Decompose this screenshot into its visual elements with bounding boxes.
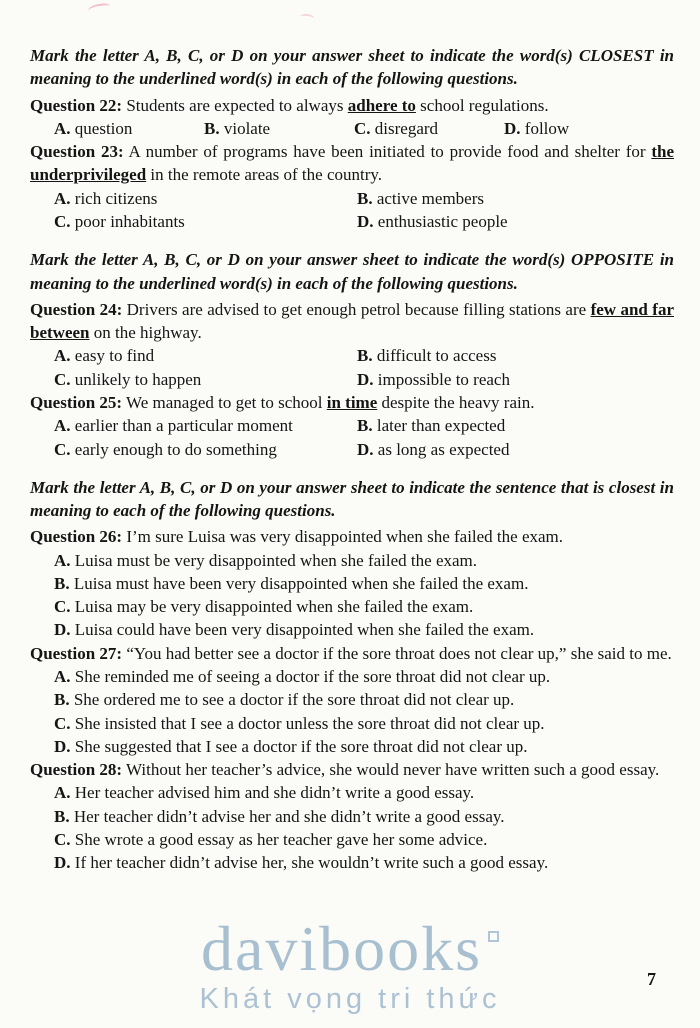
option-letter: D.	[54, 620, 71, 640]
option-letter: C.	[54, 830, 71, 849]
option-text: as long as expected	[377, 439, 510, 459]
watermark-brand	[0, 913, 700, 984]
option-a	[54, 187, 357, 210]
option-a	[54, 414, 357, 437]
option-letter: C.	[54, 713, 71, 733]
watermark	[0, 913, 700, 1016]
option-a	[54, 549, 674, 572]
test-page	[30, 44, 674, 875]
option-d	[54, 618, 674, 641]
question-text: Students are expected to always	[122, 95, 348, 115]
option-b	[357, 344, 674, 367]
question-22	[30, 94, 674, 117]
option-letter: C.	[54, 211, 71, 231]
underlined-phrase: the underprivileged	[30, 142, 674, 185]
question-text: I’m sure Luisa was very disappointed when she failed the exam.	[122, 527, 564, 547]
option-b	[204, 117, 354, 140]
question-label: Question 22:	[30, 95, 123, 115]
underlined-phrase: few and far between	[30, 299, 674, 343]
section-instruction: Mark the letter A, B, C, or D on your answer sheet to indicate the word(s) OPPOSITE in meaning to the underlined word(s) in each of the following questions.	[30, 250, 674, 293]
option-letter: B.	[54, 573, 70, 593]
question-label: Question 28:	[30, 760, 123, 780]
option-text: earlier than a particular moment	[74, 416, 293, 436]
option-letter: D.	[54, 736, 71, 756]
question-22-options	[54, 117, 674, 140]
option-letter: B.	[54, 690, 70, 710]
option-letter: A.	[54, 416, 71, 436]
question-text: school regulations.	[415, 95, 549, 115]
option-text: Her teacher didn’t advise her and she didn’t write a good essay.	[73, 806, 505, 826]
option-letter: D.	[357, 211, 374, 231]
scan-mark	[87, 3, 110, 16]
question-27	[30, 642, 674, 665]
option-letter: B.	[357, 188, 373, 208]
question-text: A number of programs have been initiated to provide food and shelter for	[123, 142, 652, 162]
question-24-options	[54, 344, 674, 391]
option-b	[54, 572, 674, 595]
option-b	[54, 688, 674, 711]
option-b	[357, 187, 674, 210]
option-text: early enough to do something	[74, 439, 277, 459]
section-closest-meaning	[30, 44, 674, 233]
option-letter: B.	[357, 416, 373, 436]
option-c	[54, 828, 674, 851]
option-letter: A.	[54, 188, 71, 208]
option-text: disregard	[374, 118, 439, 138]
option-text: She wrote a good essay as her teacher gave her some advice.	[74, 830, 488, 849]
option-letter: C.	[54, 597, 71, 617]
question-24	[30, 298, 674, 345]
option-text: She ordered me to see a doctor if the sore throat did not clear up.	[73, 690, 515, 710]
option-a	[54, 665, 674, 688]
option-text: easy to find	[74, 346, 155, 366]
option-letter: A.	[54, 118, 71, 138]
watermark-registered-icon	[488, 931, 499, 942]
underlined-phrase: adhere to	[347, 95, 416, 115]
option-letter: B.	[357, 346, 373, 366]
question-23-options	[54, 187, 674, 234]
option-a	[54, 344, 357, 367]
question-25-options	[54, 414, 674, 461]
question-label: Question 25:	[30, 392, 123, 412]
underlined-phrase: in time	[326, 392, 378, 412]
option-text: enthusiastic people	[377, 211, 508, 231]
option-d	[54, 851, 674, 874]
option-letter: A.	[54, 667, 71, 687]
watermark-brand-text: davibooks	[200, 913, 483, 984]
option-text: Luisa must be very disappointed when she failed the exam.	[74, 550, 478, 570]
option-d	[504, 117, 674, 140]
question-23	[30, 140, 674, 187]
option-text: Luisa may be very disappointed when she failed the exam.	[74, 597, 474, 617]
question-text: on the highway.	[89, 323, 202, 343]
option-a	[54, 781, 674, 804]
question-26-options	[54, 549, 674, 642]
question-label: Question 23:	[30, 142, 124, 162]
option-letter: C.	[354, 118, 371, 138]
question-text: Without her teacher’s advice, she would never have written such a good essay.	[122, 760, 660, 780]
option-letter: D.	[504, 118, 521, 138]
question-26	[30, 525, 674, 548]
option-text: She reminded me of seeing a doctor if the sore throat did not clear up.	[74, 667, 551, 687]
question-label: Question 24:	[30, 299, 123, 319]
option-text: Luisa could have been very disappointed when she failed the exam.	[74, 620, 535, 640]
option-d	[357, 210, 674, 233]
option-text: Luisa must have been very disappointed when she failed the exam.	[73, 573, 529, 593]
option-text: violate	[223, 118, 271, 138]
option-letter: C.	[54, 439, 71, 459]
option-c	[54, 368, 357, 391]
option-letter: A.	[54, 550, 71, 570]
scan-mark	[300, 13, 315, 21]
option-letter: B.	[54, 806, 70, 826]
section-opposite-meaning	[30, 248, 674, 461]
option-text: impossible to reach	[377, 369, 510, 389]
option-c	[54, 438, 357, 461]
question-27-options	[54, 665, 674, 758]
option-text: active members	[376, 188, 484, 208]
option-b	[357, 414, 674, 437]
page-number: 7	[647, 969, 656, 989]
option-letter: A.	[54, 346, 71, 366]
option-text: Her teacher advised him and she didn’t write a good essay.	[74, 783, 475, 803]
option-letter: B.	[204, 118, 220, 138]
question-text: Drivers are advised to get enough petrol because filling stations are	[122, 299, 591, 319]
option-letter: A.	[54, 783, 71, 803]
question-label: Question 26:	[30, 527, 123, 547]
option-text: She insisted that I see a doctor unless the sore throat did not clear up.	[74, 713, 545, 733]
option-b	[54, 805, 674, 828]
option-c	[54, 595, 674, 618]
option-text: later than expected	[376, 416, 506, 436]
watermark-tagline: Khát vọng tri thức	[199, 983, 501, 1015]
question-text: We managed to get to school	[122, 392, 327, 412]
option-text: She suggested that I see a doctor if the sore throat did not clear up.	[74, 736, 528, 756]
option-d	[54, 735, 674, 758]
question-28	[30, 758, 674, 781]
question-label: Question 27:	[30, 643, 123, 663]
option-text: question	[74, 118, 133, 138]
option-text: difficult to access	[376, 346, 497, 366]
question-25	[30, 391, 674, 414]
option-text: follow	[524, 118, 570, 138]
option-letter: D.	[54, 853, 71, 873]
section-instruction: Mark the letter A, B, C, or D on your answer sheet to indicate the word(s) CLOSEST in meaning to the underlined word(s) in each of the following questions.	[30, 46, 674, 89]
option-letter: D.	[357, 369, 374, 389]
option-text: unlikely to happen	[74, 369, 202, 389]
section-sentence-closest	[30, 476, 674, 875]
section-instruction: Mark the letter A, B, C, or D on your answer sheet to indicate the sentence that is closest in meaning to each of the following questions.	[30, 477, 674, 521]
option-c	[354, 117, 504, 140]
option-letter: C.	[54, 369, 71, 389]
option-a	[54, 117, 204, 140]
option-c	[54, 210, 357, 233]
option-text: If her teacher didn’t advise her, she wouldn’t write such a good essay.	[74, 853, 549, 873]
question-text: in the remote areas of the country.	[146, 165, 383, 185]
question-text: despite the heavy rain.	[377, 392, 535, 412]
option-d	[357, 368, 674, 391]
option-d	[357, 438, 674, 461]
question-text: “You had better see a doctor if the sore throat does not clear up,” she said to me.	[122, 643, 672, 663]
option-text: rich citizens	[74, 188, 158, 208]
option-letter: D.	[357, 439, 374, 459]
option-c	[54, 712, 674, 735]
option-text: poor inhabitants	[74, 211, 185, 231]
question-28-options	[54, 781, 674, 874]
